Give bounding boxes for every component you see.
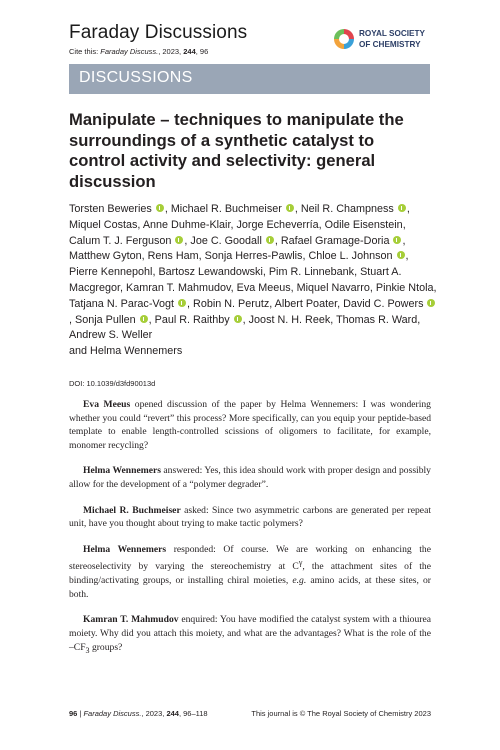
author-name: Paul R. Raithby <box>154 313 230 326</box>
orcid-icon[interactable] <box>175 236 183 244</box>
paragraph: Helma Wennemers answered: Yes, this idea should work with proper design and possibly allow for the development of a “polymer degrader”. <box>69 465 431 490</box>
paragraph: Kamran T. Mahmudov enquired: You have modified the catalyst system with a thiourea moiety. Why did you attach this moiety, and what are the advantages? What is the role of the $-CF_3$ groups? <box>69 614 431 655</box>
author-name: Torsten Beweries <box>69 203 152 215</box>
author-name: Sonja Herres-Pawlis <box>204 250 303 263</box>
discussion-body <box>69 398 431 669</box>
orcid-icon[interactable] <box>393 236 401 244</box>
paragraph: Michael R. Buchmeiser asked: Since two asymmetric carbons are generated per repeat unit, have you thought about trying to make tactic polymers? <box>69 504 431 530</box>
author-name: Anne Duhme-Klair <box>142 218 231 231</box>
journal-title: Faraday Discussions <box>69 22 248 43</box>
orcid-icon[interactable] <box>178 299 186 307</box>
orcid-icon[interactable] <box>427 299 435 307</box>
author-name: Michael R. Buchmeiser <box>170 203 282 215</box>
author-name: Rens Ham <box>147 250 199 263</box>
paragraph: Helma Wennemers responded: Of course. We are working on enhancing the stereoselectivity by varying the stereochemistry at $C^\gamma$, the attachment sites of the binding/activating groups, or installing chiral moieties, e.g. amino acids, at these sites, or both. <box>69 543 431 600</box>
author-name: Helma Wennemers <box>90 345 183 358</box>
author-name: Bartosz Lewandowski <box>158 266 263 279</box>
author-name: Stuart A. Macgregor <box>69 266 402 294</box>
author-name: Miquel Navarro <box>296 281 370 294</box>
footer-copyright: This journal is © The Royal Society of Chemistry 2023 <box>251 709 431 718</box>
author-name: Robin N. Perutz <box>193 297 270 310</box>
author-name: Sonja Pullen <box>75 313 136 326</box>
author-name: Miquel Costas <box>69 218 138 231</box>
section-banner <box>69 64 430 94</box>
author-name: Eva Meeus <box>236 281 291 294</box>
author-name: Neil R. Champness <box>300 203 394 215</box>
author-name: Thomas R. Ward <box>336 313 418 326</box>
orcid-icon[interactable] <box>286 204 294 212</box>
orcid-icon[interactable] <box>234 315 242 323</box>
author-name: Chloe L. Johnson <box>308 250 393 263</box>
author-name: Jorge Echeverría <box>236 218 319 231</box>
speaker-name: Helma Wennemers <box>83 543 167 555</box>
section-banner-label: DISCUSSIONS <box>79 69 193 86</box>
orcid-icon[interactable] <box>398 204 406 212</box>
author-name: David C. Powers <box>343 297 424 310</box>
citation-line: Cite this: Faraday Discuss., 2023, 244, 96 <box>69 47 209 56</box>
footer-citation: 96 | Faraday Discuss., 2023, 244, 96–118 <box>69 709 208 718</box>
orcid-icon[interactable] <box>156 204 164 212</box>
rsc-logo <box>332 27 436 53</box>
rsc-logo-text: ROYAL SOCIETY OF CHEMISTRY <box>359 29 425 49</box>
speaker-name: Kamran T. Mahmudov <box>83 614 179 626</box>
author-name: Joost N. H. Reek <box>248 313 331 326</box>
author-name: Pim R. Linnebank <box>268 266 355 279</box>
orcid-icon[interactable] <box>266 236 274 244</box>
author-list: Torsten Beweries , Michael R. Buchmeiser , Neil R. Champness , Miquel Costas, Anne Duhme-Klair, Jorge Echeverría, Odile Eisenstein, Calum T. J. Ferguson , Joe C. Goodall , Rafael Gramage-Doria , Matthew Gyton, Rens Ham, Sonja Herres-Pawlis, Chloe L. Johnson , Pierre Kennepohl, Bartosz Lewandowski, Pim R. Linnebank, Stuart A. Macgregor, Kamran T. Mahmudov, Eva Meeus, Miquel Navarro, Pinkie Ntola, Tatjana N. Parac-Vogt , Robin N. Perutz, Albert Poater, David C. Powers , Sonja Pullen , Paul R. Raithby , Joost N. H. Reek, Thomas R. Ward, Andrew S. Weller and Helma Wennemers <box>69 203 437 358</box>
author-name: Rafael Gramage-Doria <box>280 234 390 247</box>
speaker-name: Michael R. Buchmeiser <box>83 504 181 516</box>
article-title: Manipulate – techniques to manipulate the surroundings of a synthetic catalyst to control activity and selectivity: general discussion <box>69 110 404 191</box>
rsc-crest-icon <box>332 27 356 51</box>
orcid-icon[interactable] <box>140 315 148 323</box>
orcid-icon[interactable] <box>397 251 405 259</box>
author-name: Matthew Gyton <box>69 250 142 263</box>
author-name: Calum T. J. Ferguson <box>69 234 172 247</box>
author-name: Andrew S. Weller <box>69 329 153 342</box>
author-name: Pinkie Ntola <box>375 281 434 294</box>
author-name: Tatjana N. Parac-Vogt <box>69 297 175 310</box>
author-name: Kamran T. Mahmudov <box>126 281 231 294</box>
author-name: Albert Poater <box>274 297 338 310</box>
speaker-name: Helma Wennemers <box>83 465 161 477</box>
author-name: Pierre Kennepohl <box>69 266 153 279</box>
speaker-name: Eva Meeus <box>83 399 131 410</box>
paragraph: Eva Meeus opened discussion of the paper by Helma Wennemers: I was wondering whether you could “revert” this process? More specifically, can you equip your peptide-based template to enable length-controlled scissions of oligomers to facilitate, for example, monomer recycling? <box>69 399 431 451</box>
doi-link[interactable]: DOI: 10.1039/d3fd90013d <box>69 379 156 388</box>
author-name: Joe C. Goodall <box>190 234 262 247</box>
author-name: Odile Eisenstein <box>324 218 403 231</box>
